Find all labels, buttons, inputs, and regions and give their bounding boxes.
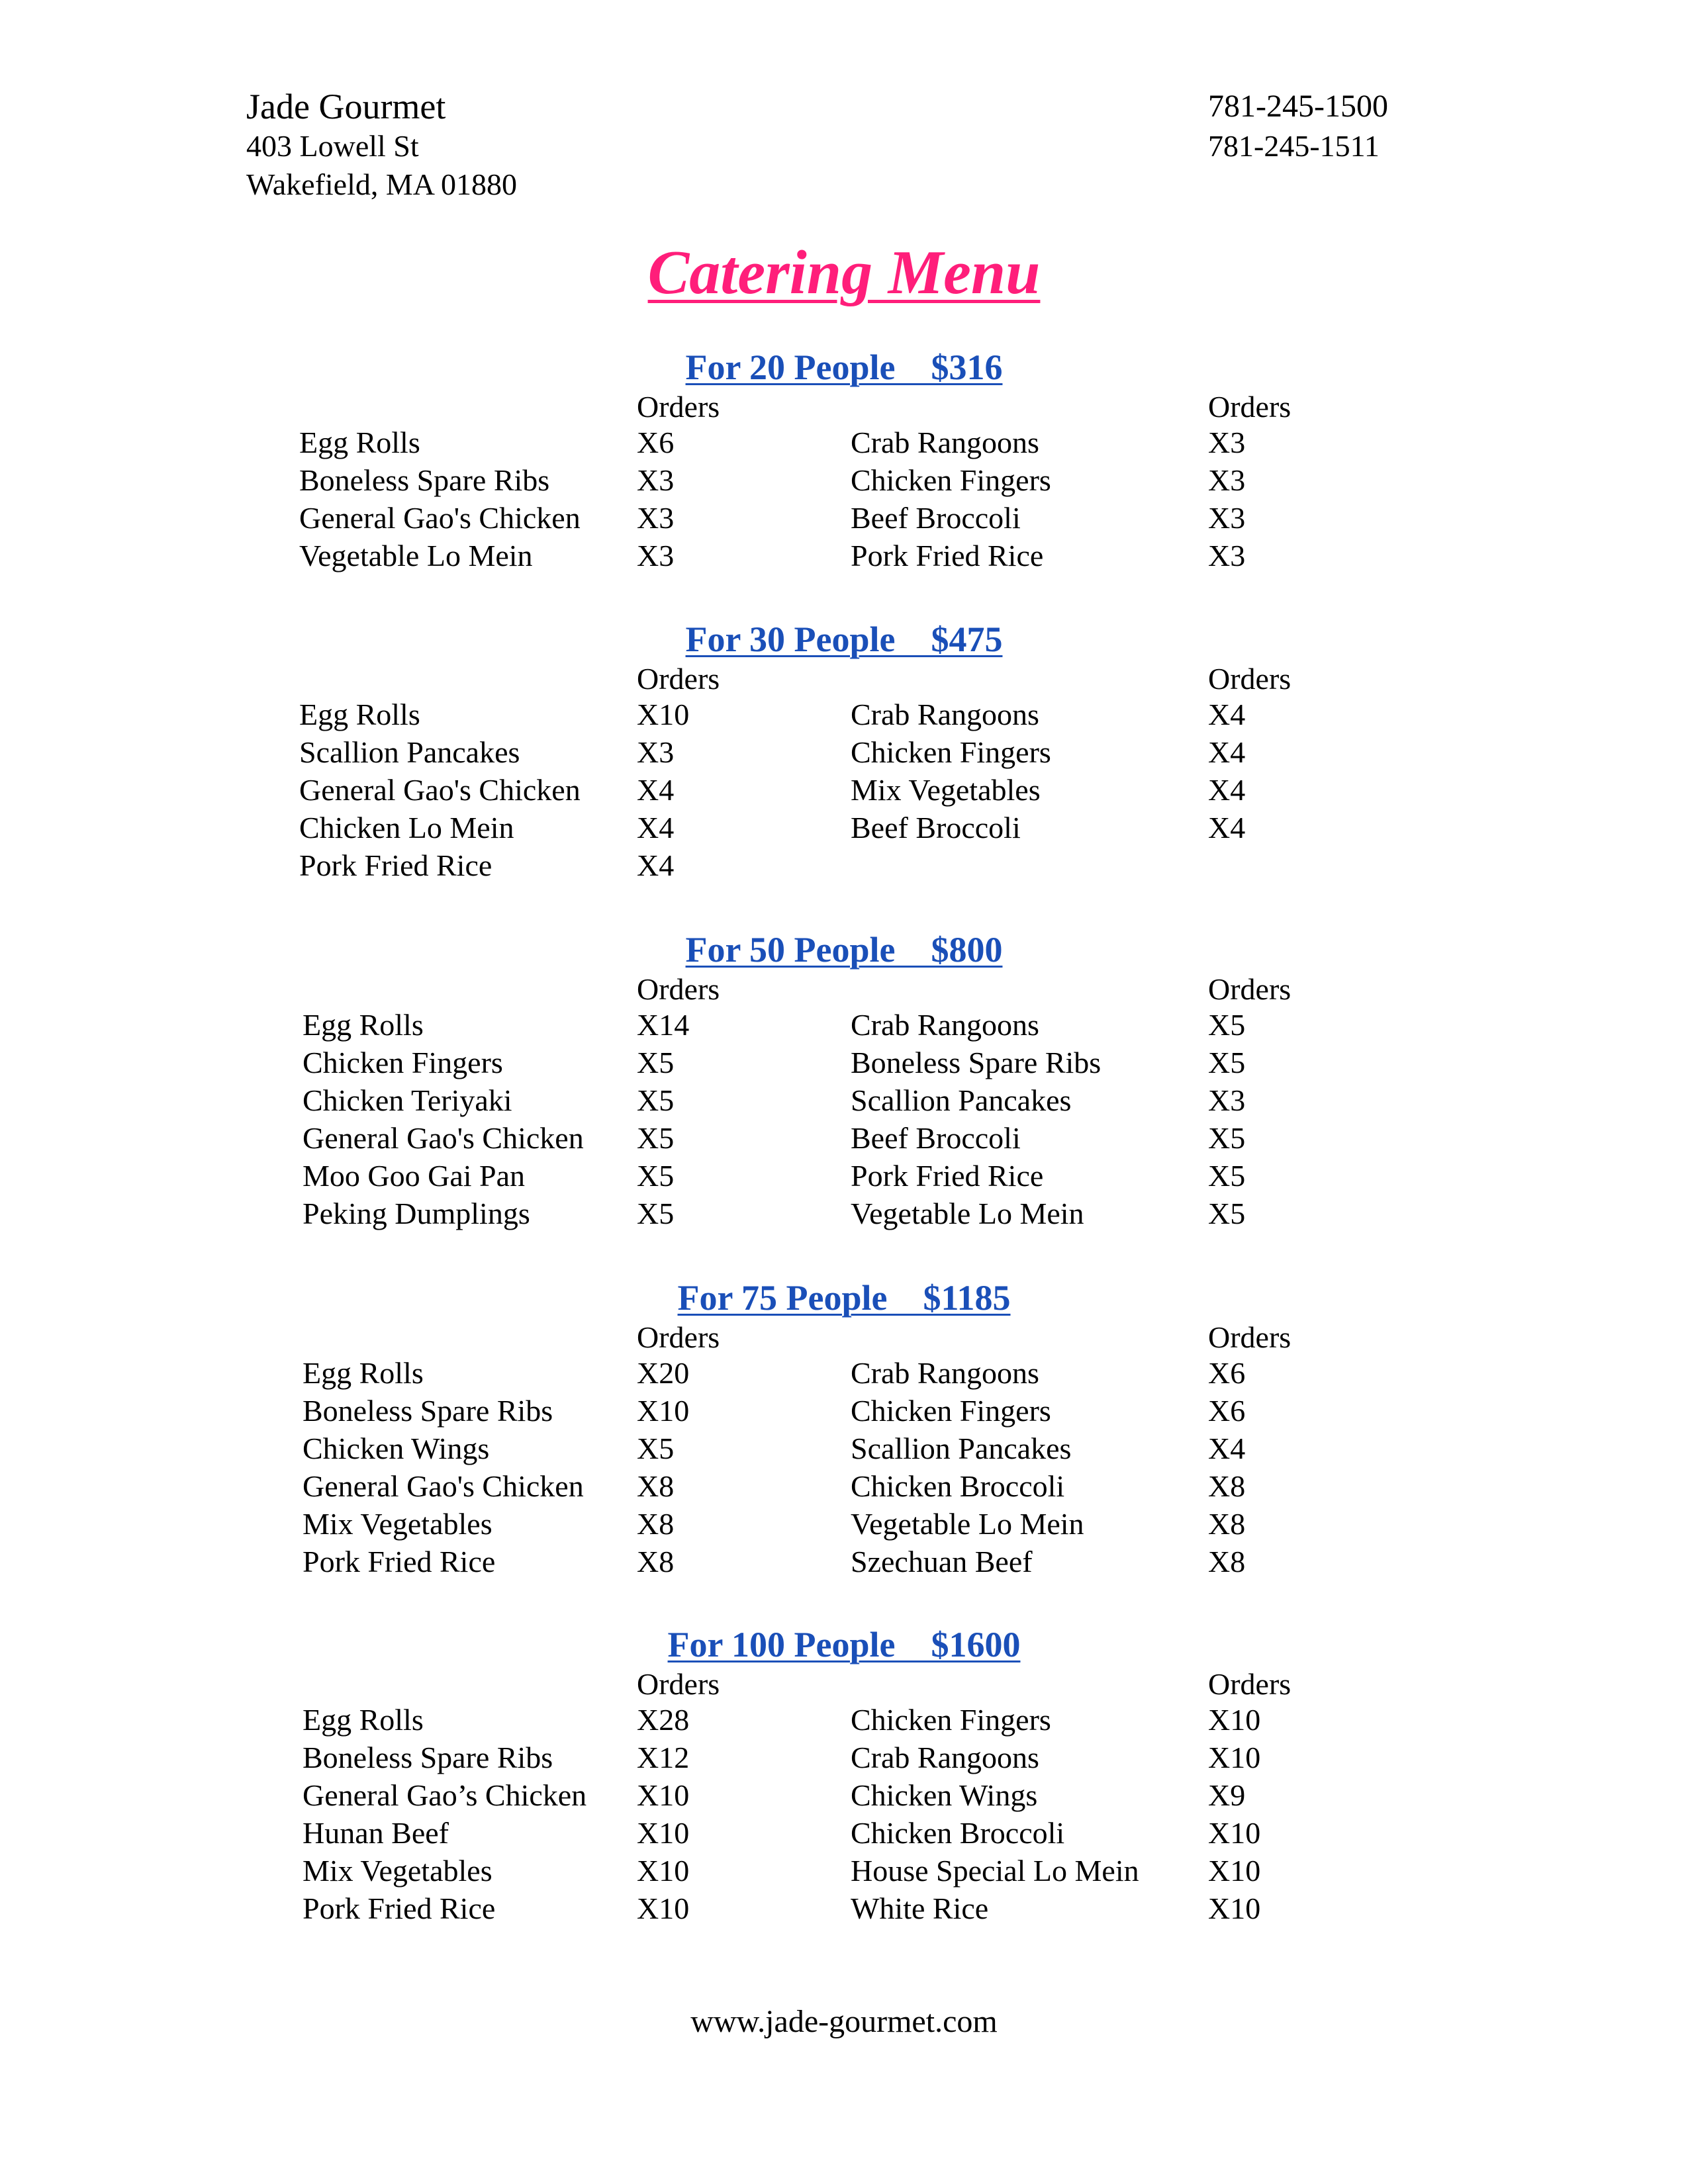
business-name: Jade Gourmet — [246, 87, 446, 126]
item-name: Crab Rangoons — [851, 1356, 1039, 1390]
item-name: Crab Rangoons — [851, 1741, 1039, 1774]
item-orders: X8 — [637, 1545, 675, 1578]
orders-column-header-right: Orders — [1208, 390, 1291, 424]
item-orders: X12 — [637, 1741, 690, 1774]
menu-row — [0, 1739, 1688, 1776]
item-orders: X4 — [1208, 735, 1246, 769]
item-orders: X8 — [637, 1469, 675, 1503]
menu-row — [0, 461, 1688, 499]
item-name: Boneless Spare Ribs — [851, 1046, 1102, 1079]
business-address-block — [246, 86, 517, 204]
package-heading: For 100 People $1600 — [667, 1625, 1021, 1664]
item-name: Moo Goo Gai Pan — [303, 1159, 526, 1193]
item-name: Crab Rangoons — [851, 698, 1039, 731]
item-name: Chicken Fingers — [851, 735, 1051, 769]
item-name: Pork Fried Rice — [303, 1891, 496, 1925]
orders-column-header-left: Orders — [637, 662, 720, 696]
item-orders: X3 — [1208, 501, 1246, 535]
package-item-list — [0, 696, 1688, 884]
item-name: General Gao’s Chicken — [303, 1778, 587, 1812]
address-line-2: Wakefield, MA 01880 — [246, 167, 517, 201]
item-name: Chicken Teriyaki — [303, 1083, 512, 1117]
orders-column-header-left: Orders — [637, 972, 720, 1006]
item-name: Chicken Wings — [851, 1778, 1038, 1812]
menu-row — [0, 1852, 1688, 1889]
item-name: General Gao's Chicken — [303, 1469, 584, 1503]
item-orders: X3 — [1208, 463, 1246, 497]
item-orders: X5 — [637, 1197, 675, 1230]
item-orders: X3 — [637, 735, 675, 769]
item-name: Mix Vegetables — [851, 773, 1041, 807]
website-url[interactable]: www.jade-gourmet.com — [690, 2004, 998, 2039]
menu-row — [0, 1081, 1688, 1119]
menu-row — [0, 1505, 1688, 1543]
item-name: Chicken Fingers — [851, 463, 1051, 497]
item-orders: X10 — [1208, 1703, 1261, 1737]
item-orders: X5 — [637, 1121, 675, 1155]
item-name: Boneless Spare Ribs — [303, 1394, 553, 1428]
item-name: Chicken Wings — [303, 1432, 490, 1465]
item-orders: X3 — [637, 539, 675, 572]
item-name: General Gao's Chicken — [299, 501, 581, 535]
item-name: Pork Fried Rice — [851, 539, 1044, 572]
item-name: Boneless Spare Ribs — [303, 1741, 553, 1774]
item-name: Egg Rolls — [299, 698, 420, 731]
package-item-list — [0, 1354, 1688, 1580]
menu-row — [0, 1889, 1688, 1927]
menu-row — [0, 1354, 1688, 1392]
item-orders: X4 — [1208, 698, 1246, 731]
menu-row — [0, 846, 1688, 884]
item-name: Pork Fried Rice — [303, 1545, 496, 1578]
item-orders: X8 — [1208, 1507, 1246, 1541]
menu-title: Catering Menu — [647, 238, 1041, 307]
item-orders: X6 — [637, 426, 675, 459]
item-orders: X10 — [637, 1778, 690, 1812]
item-name: Egg Rolls — [303, 1703, 424, 1737]
phone-number-1: 781-245-1500 — [1208, 89, 1388, 124]
item-name: Peking Dumplings — [303, 1197, 530, 1230]
package-heading: For 75 People $1185 — [677, 1278, 1011, 1318]
item-name: House Special Lo Mein — [851, 1854, 1139, 1888]
item-name: Mix Vegetables — [303, 1854, 492, 1888]
menu-row — [0, 1701, 1688, 1739]
item-orders: X5 — [1208, 1046, 1246, 1079]
item-orders: X5 — [1208, 1008, 1246, 1042]
item-name: White Rice — [851, 1891, 989, 1925]
orders-column-header-right: Orders — [1208, 972, 1291, 1006]
menu-row — [0, 1392, 1688, 1430]
item-orders: X10 — [1208, 1891, 1261, 1925]
item-name: Chicken Fingers — [303, 1046, 503, 1079]
orders-column-header-right: Orders — [1208, 662, 1291, 696]
item-orders: X10 — [1208, 1741, 1261, 1774]
menu-row — [0, 537, 1688, 574]
menu-row — [0, 499, 1688, 537]
orders-column-header-left: Orders — [637, 1667, 720, 1701]
item-orders: X5 — [637, 1083, 675, 1117]
item-name: Chicken Lo Mein — [299, 811, 514, 844]
menu-row — [0, 1119, 1688, 1157]
item-orders: X10 — [637, 698, 690, 731]
item-name: Beef Broccoli — [851, 501, 1021, 535]
item-orders: X9 — [1208, 1778, 1246, 1812]
menu-row — [0, 1157, 1688, 1195]
phone-number-2: 781-245-1511 — [1208, 129, 1380, 163]
menu-row — [0, 1543, 1688, 1580]
item-name: General Gao's Chicken — [303, 1121, 584, 1155]
item-orders: X4 — [637, 773, 675, 807]
item-orders: X8 — [637, 1507, 675, 1541]
menu-row — [0, 733, 1688, 771]
menu-row — [0, 1044, 1688, 1081]
item-orders: X10 — [637, 1816, 690, 1850]
item-orders: X5 — [637, 1159, 675, 1193]
menu-row — [0, 1814, 1688, 1852]
package-heading: For 20 People $316 — [685, 347, 1003, 387]
item-orders: X3 — [1208, 1083, 1246, 1117]
item-name: Pork Fried Rice — [851, 1159, 1044, 1193]
item-orders: X28 — [637, 1703, 690, 1737]
item-orders: X5 — [637, 1432, 675, 1465]
item-orders: X5 — [1208, 1159, 1246, 1193]
item-orders: X3 — [637, 463, 675, 497]
item-name: Egg Rolls — [303, 1008, 424, 1042]
menu-row — [0, 1430, 1688, 1467]
item-name: Crab Rangoons — [851, 1008, 1039, 1042]
item-name: Beef Broccoli — [851, 811, 1021, 844]
menu-row — [0, 1776, 1688, 1814]
item-name: Chicken Fingers — [851, 1394, 1051, 1428]
item-orders: X4 — [1208, 811, 1246, 844]
item-name: Egg Rolls — [303, 1356, 424, 1390]
item-orders: X14 — [637, 1008, 690, 1042]
orders-column-header-left: Orders — [637, 390, 720, 424]
item-name: Beef Broccoli — [851, 1121, 1021, 1155]
item-name: Boneless Spare Ribs — [299, 463, 550, 497]
address-line-1: 403 Lowell St — [246, 129, 419, 163]
item-orders: X8 — [1208, 1545, 1246, 1578]
item-orders: X10 — [637, 1854, 690, 1888]
menu-row — [0, 424, 1688, 461]
item-name: Scallion Pancakes — [299, 735, 520, 769]
item-orders: X5 — [1208, 1197, 1246, 1230]
item-orders: X4 — [637, 811, 675, 844]
item-orders: X6 — [1208, 1356, 1246, 1390]
item-orders: X3 — [1208, 539, 1246, 572]
item-orders: X5 — [1208, 1121, 1246, 1155]
item-name: Chicken Broccoli — [851, 1469, 1065, 1503]
item-orders: X5 — [637, 1046, 675, 1079]
item-name: Vegetable Lo Mein — [851, 1197, 1084, 1230]
package-item-list — [0, 424, 1688, 574]
orders-column-header-right: Orders — [1208, 1320, 1291, 1354]
item-name: Szechuan Beef — [851, 1545, 1033, 1578]
item-name: Mix Vegetables — [303, 1507, 492, 1541]
orders-column-header-left: Orders — [637, 1320, 720, 1354]
item-orders: X4 — [637, 848, 675, 882]
item-orders: X10 — [1208, 1816, 1261, 1850]
item-name: General Gao's Chicken — [299, 773, 581, 807]
package-item-list — [0, 1006, 1688, 1232]
package-item-list — [0, 1701, 1688, 1927]
menu-row — [0, 1006, 1688, 1044]
item-orders: X10 — [637, 1394, 690, 1428]
item-name: Vegetable Lo Mein — [299, 539, 533, 572]
item-orders: X4 — [1208, 773, 1246, 807]
item-name: Vegetable Lo Mein — [851, 1507, 1084, 1541]
item-name: Chicken Broccoli — [851, 1816, 1065, 1850]
item-name: Scallion Pancakes — [851, 1083, 1072, 1117]
item-name: Hunan Beef — [303, 1816, 449, 1850]
orders-column-header-right: Orders — [1208, 1667, 1291, 1701]
item-name: Pork Fried Rice — [299, 848, 492, 882]
phone-block — [1208, 86, 1388, 165]
menu-row — [0, 809, 1688, 846]
item-name: Egg Rolls — [299, 426, 420, 459]
item-orders: X10 — [1208, 1854, 1261, 1888]
menu-row — [0, 696, 1688, 733]
menu-row — [0, 771, 1688, 809]
package-heading: For 30 People $475 — [685, 619, 1003, 659]
menu-row — [0, 1195, 1688, 1232]
menu-row — [0, 1467, 1688, 1505]
item-name: Chicken Fingers — [851, 1703, 1051, 1737]
item-orders: X4 — [1208, 1432, 1246, 1465]
item-orders: X3 — [1208, 426, 1246, 459]
package-heading: For 50 People $800 — [685, 930, 1003, 970]
item-orders: X6 — [1208, 1394, 1246, 1428]
item-orders: X20 — [637, 1356, 690, 1390]
item-orders: X3 — [637, 501, 675, 535]
item-name: Scallion Pancakes — [851, 1432, 1072, 1465]
item-orders: X8 — [1208, 1469, 1246, 1503]
item-name: Crab Rangoons — [851, 426, 1039, 459]
item-orders: X10 — [637, 1891, 690, 1925]
